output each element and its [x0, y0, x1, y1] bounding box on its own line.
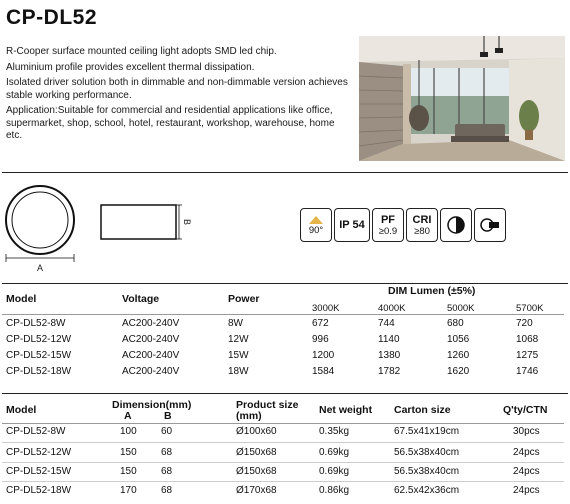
row3-lumen-3000k: 1200	[312, 350, 335, 361]
header-model: Model	[6, 404, 37, 416]
row3-net-weight: 0.69kg	[319, 466, 350, 477]
row3-product-size: Ø150x68	[236, 466, 277, 477]
header-carton-size: Carton size	[394, 404, 451, 416]
row3-dim-a: 150	[120, 466, 137, 477]
row1-product-size: Ø100x60	[236, 426, 277, 437]
header-lumen: DIM Lumen (±5%)	[388, 285, 476, 297]
row3-carton-size: 56.5x38x40cm	[394, 466, 460, 477]
dimmable-icon	[440, 208, 472, 242]
beam-angle-icon	[300, 208, 332, 242]
ip-rating-value: IP 54	[339, 219, 365, 231]
row2-lumen-5700k: 1068	[516, 334, 539, 345]
cri-label: CRI	[412, 213, 432, 226]
row3-dim-b: 68	[161, 466, 173, 477]
description-line: R-Cooper surface mounted ceiling light adopts SMD led chip.	[6, 46, 277, 57]
header-power: Power	[228, 293, 260, 305]
row4-lumen-4000k: 1782	[378, 366, 401, 377]
row4-lumen-5000k: 1620	[447, 366, 470, 377]
row2-dim-a: 150	[120, 447, 137, 458]
ip-rating-icon	[334, 208, 370, 242]
row1-lumen-5700k: 720	[516, 318, 533, 329]
row4-voltage: AC200-240V	[122, 366, 180, 377]
row2-voltage: AC200-240V	[122, 334, 180, 345]
row1-dim-b: 60	[161, 426, 173, 437]
header-product-size: Product size	[236, 399, 299, 411]
row3-qty: 24pcs	[513, 466, 540, 477]
header-net-weight: Net weight	[319, 404, 373, 416]
row4-carton-size: 62.5x42x36cm	[394, 485, 460, 496]
beam-angle-value: 90°	[308, 224, 324, 236]
description-line: Aluminium profile provides excellent thermal dissipation.	[6, 61, 255, 73]
row1-lumen-3000k: 672	[312, 318, 329, 329]
packing-table	[6, 396, 566, 502]
feature-icons	[300, 208, 506, 242]
dimension-label-a: A	[37, 263, 44, 273]
row3-voltage: AC200-240V	[122, 350, 180, 361]
power-factor-label: PF	[380, 213, 396, 226]
row1-model: CP-DL52-8W	[6, 318, 66, 329]
header-dimension: Dimension(mm)	[112, 399, 192, 411]
cct-4000k: 4000K	[378, 303, 406, 314]
application-photo	[359, 36, 565, 161]
row3-model: CP-DL52-15W	[6, 350, 72, 361]
row2-lumen-4000k: 1140	[378, 334, 400, 345]
section-divider	[2, 283, 568, 284]
row4-lumen-3000k: 1584	[312, 366, 335, 377]
cct-5700k: 5700K	[516, 303, 544, 314]
row4-qty: 24pcs	[513, 485, 540, 496]
row4-dim-a: 170	[120, 485, 137, 496]
row3-lumen-5700k: 1275	[516, 350, 539, 361]
row4-dim-b: 68	[161, 485, 173, 496]
row1-net-weight: 0.35kg	[319, 426, 350, 437]
row4-lumen-5700k: 1746	[516, 366, 539, 377]
row1-power: 8W	[228, 318, 243, 329]
power-factor-value: ≥0.9	[378, 225, 398, 237]
header-voltage: Voltage	[122, 293, 160, 305]
row2-net-weight: 0.69kg	[319, 447, 350, 458]
row1-dim-a: 100	[120, 426, 137, 437]
cri-value: ≥80	[414, 225, 430, 237]
header-dim-b: B	[164, 410, 172, 422]
row2-carton-size: 56.5x38x40cm	[394, 447, 460, 458]
row2-model: CP-DL52-12W	[6, 334, 72, 345]
row2-dim-b: 68	[161, 447, 173, 458]
dimension-label-b: B	[182, 218, 193, 226]
row4-product-size: Ø170x68	[236, 485, 277, 496]
header-model: Model	[6, 293, 37, 305]
cri-icon	[406, 208, 438, 242]
row4-model: CP-DL52-18W	[6, 366, 72, 377]
header-qty: Q'ty/CTN	[503, 404, 548, 416]
row1-lumen-4000k: 744	[378, 318, 395, 329]
row1-carton-size: 67.5x41x19cm	[394, 426, 460, 437]
row1-voltage: AC200-240V	[122, 318, 180, 329]
description-line: Isolated driver solution both in dimmable and non-dimmable version achieves stable working performance.	[6, 77, 348, 101]
row2-qty: 24pcs	[513, 447, 540, 458]
cct-3000k: 3000K	[312, 303, 340, 314]
row2-model: CP-DL52-12W	[6, 447, 72, 458]
product-title: CP-DL52	[6, 6, 98, 29]
section-divider	[2, 393, 568, 394]
row1-lumen-5000k: 680	[447, 318, 464, 329]
header-product-size-unit: (mm)	[236, 410, 262, 422]
cct-5000k: 5000K	[447, 303, 475, 314]
row3-lumen-5000k: 1260	[447, 350, 470, 361]
row1-model: CP-DL52-8W	[6, 426, 66, 437]
row1-qty: 30pcs	[513, 426, 540, 437]
row2-product-size: Ø150x68	[236, 447, 277, 458]
row2-lumen-5000k: 1056	[447, 334, 470, 345]
row3-lumen-4000k: 1380	[378, 350, 401, 361]
row4-power: 18W	[228, 366, 249, 377]
product-description	[6, 46, 351, 146]
row3-model: CP-DL52-15W	[6, 466, 72, 477]
row2-lumen-3000k: 996	[312, 334, 329, 345]
row4-model: CP-DL52-18W	[6, 485, 72, 496]
driver-icon	[474, 208, 506, 242]
lumen-table	[6, 285, 566, 385]
section-divider	[2, 172, 568, 173]
row2-power: 12W	[228, 334, 249, 345]
dimension-drawing	[0, 180, 210, 280]
row3-power: 15W	[228, 350, 249, 361]
power-factor-icon	[372, 208, 404, 242]
description-line: Application:Suitable for commercial and residential applications like office, supermarket, shop, school, hotel, restaurant, workshop, warehouse, home etc.	[6, 105, 335, 141]
row4-net-weight: 0.86kg	[319, 485, 350, 496]
header-dim-a: A	[124, 410, 132, 422]
